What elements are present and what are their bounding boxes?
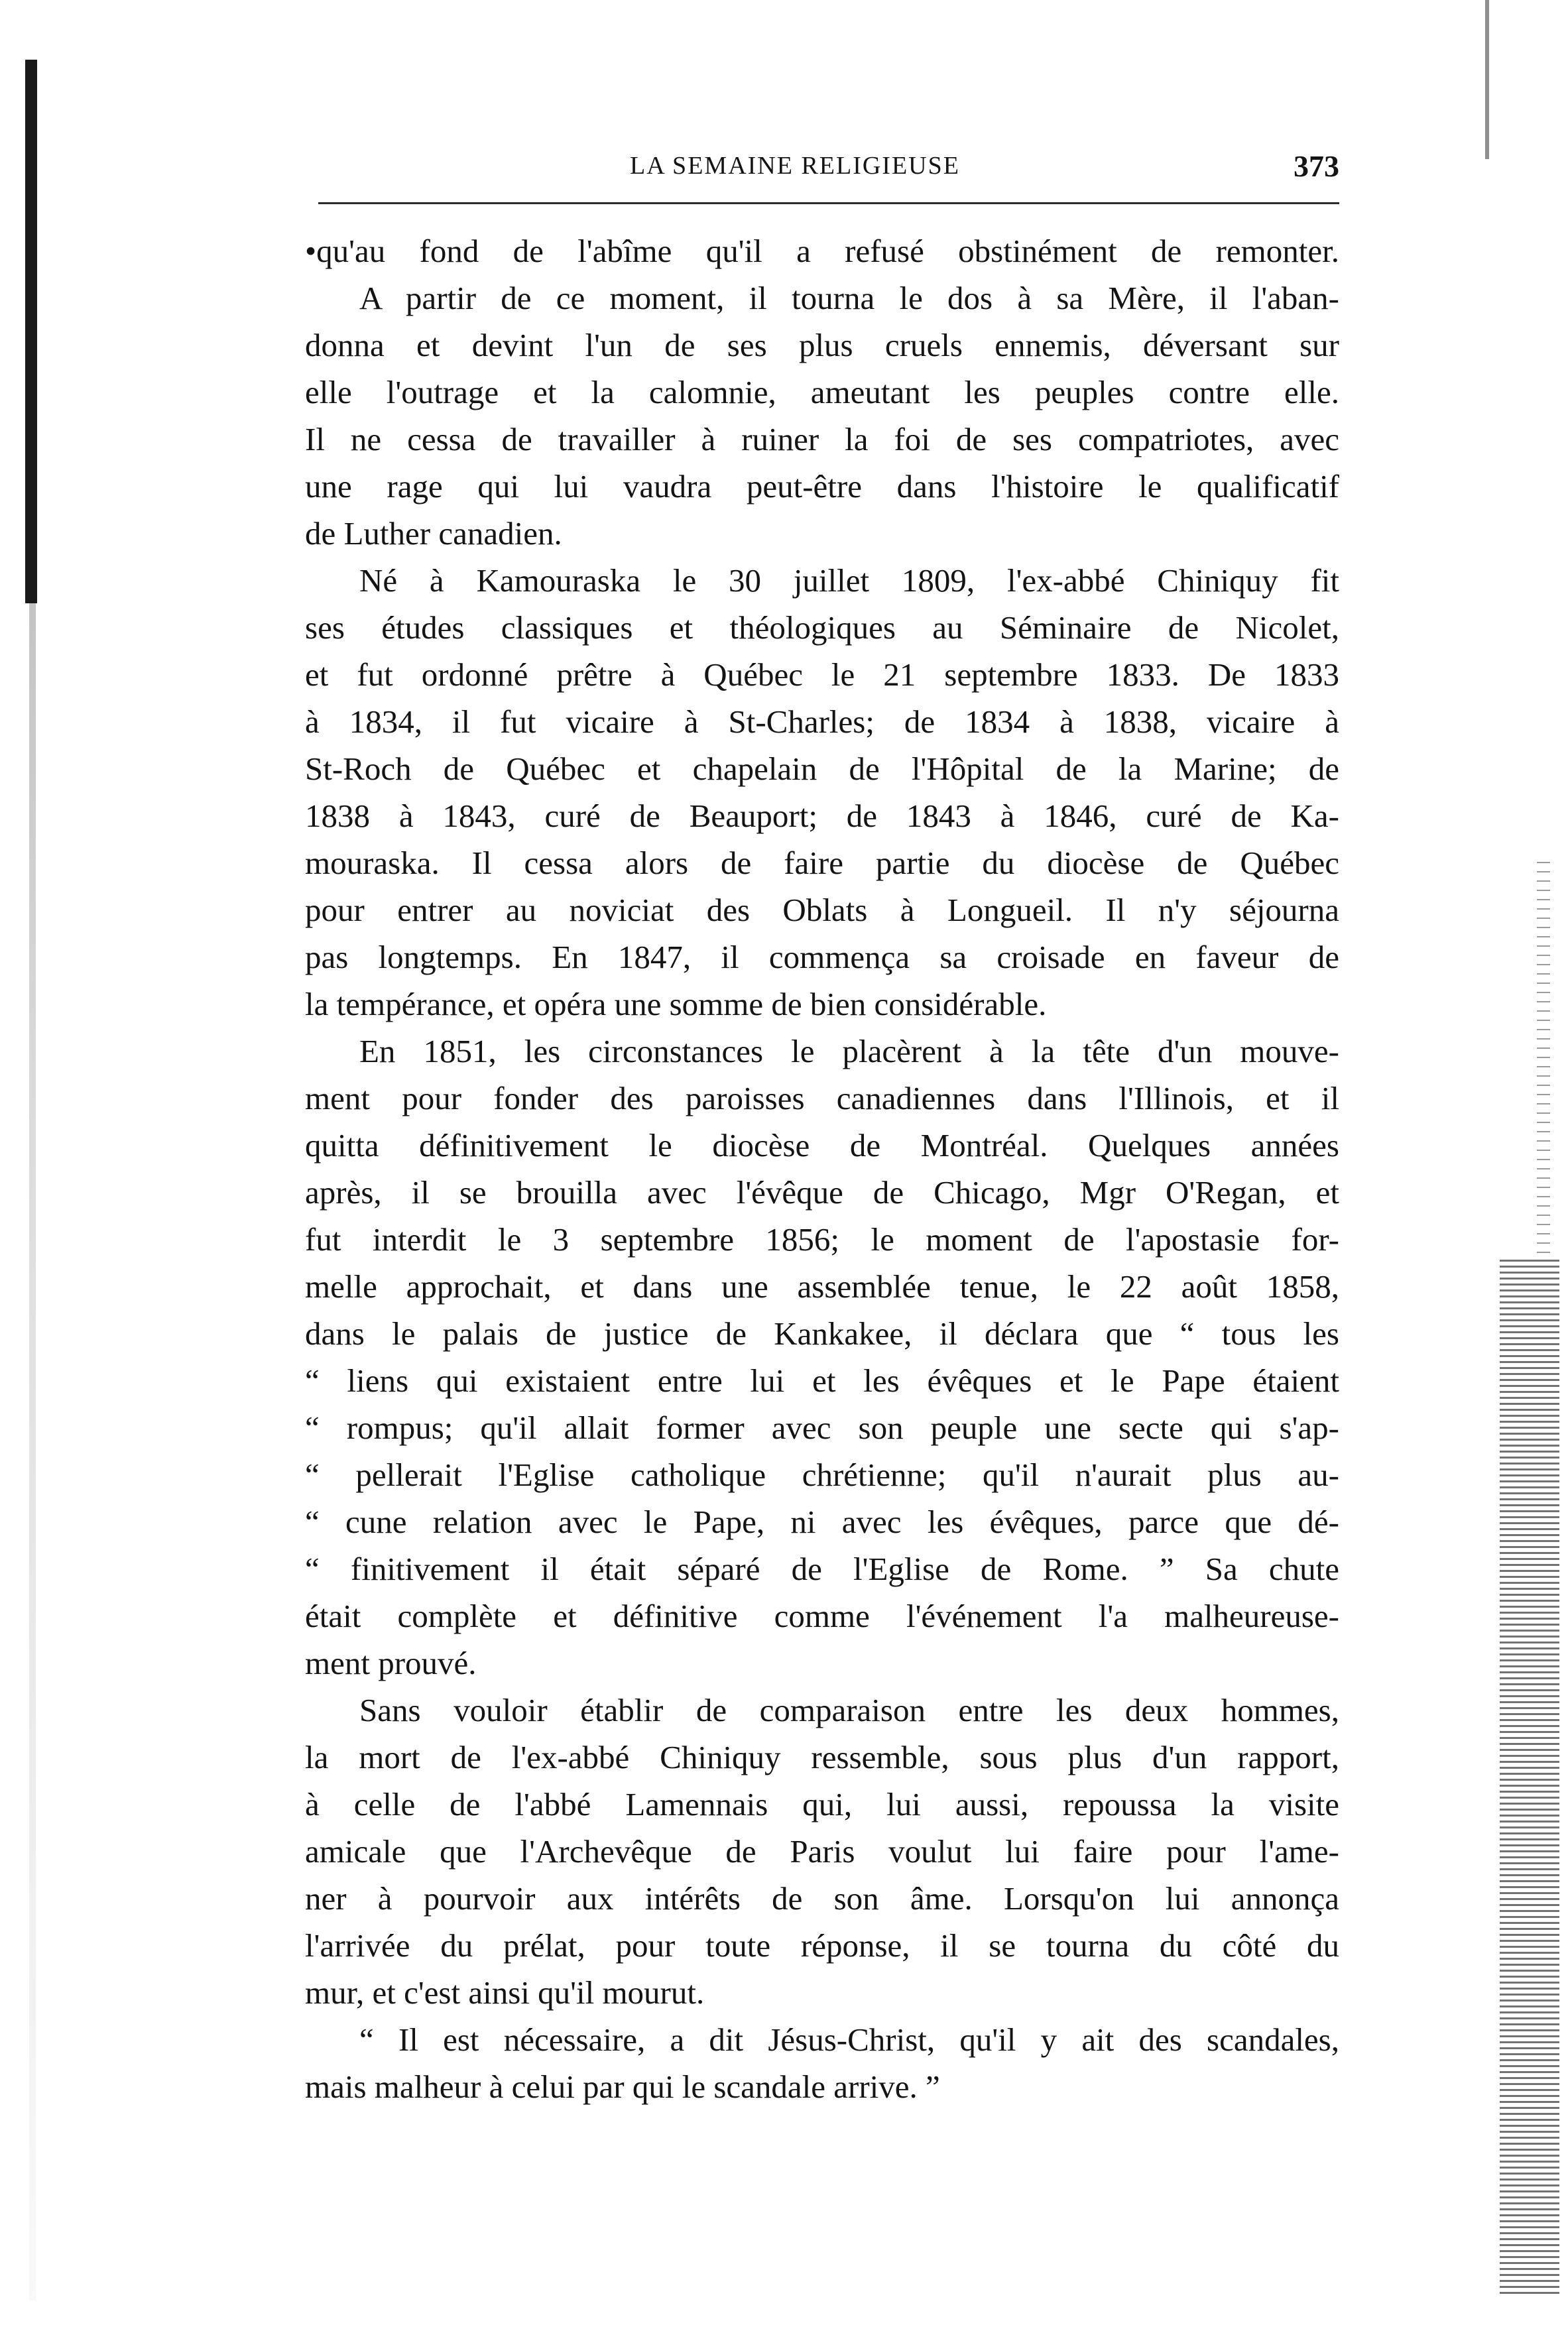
text-line: de Luther canadien. bbox=[305, 515, 562, 552]
page-header bbox=[318, 151, 1339, 191]
text-line: melle approchait, et dans une assemblée tenue, le 22 août 1858, bbox=[305, 1268, 1339, 1305]
text-line: “ Il est nécessaire, a dit Jésus-Christ, qu'il y ait des scandales, bbox=[359, 2021, 1339, 2058]
text-line: quitta définitivement le diocèse de Montréal. Quelques années bbox=[305, 1127, 1339, 1164]
text-line: Il ne cessa de travailler à ruiner la foi de ses compatriotes, avec bbox=[305, 421, 1339, 457]
text-line: la tempérance, et opéra une somme de bien considérable. bbox=[305, 986, 1047, 1022]
text-line: “ pellerait l'Eglise catholique chrétienne; qu'il n'aurait plus au- bbox=[305, 1457, 1339, 1493]
text-line: “ cune relation avec le Pape, ni avec les évêques, parce que dé- bbox=[305, 1504, 1339, 1540]
text-line: pas longtemps. En 1847, il commença sa croisade en faveur de bbox=[305, 939, 1339, 975]
text-line: et fut ordonné prêtre à Québec le 21 septembre 1833. De 1833 bbox=[305, 656, 1339, 693]
text-line: était complète et définitive comme l'événement l'a malheureuse- bbox=[305, 1598, 1339, 1634]
page-number: 373 bbox=[1294, 149, 1339, 183]
text-line: “ liens qui existaient entre lui et les évêques et le Pape étaient bbox=[305, 1362, 1339, 1399]
text-line: “ finitivement il était séparé de l'Eglise de Rome. ” Sa chute bbox=[305, 1551, 1339, 1587]
text-line: pour entrer au noviciat des Oblats à Longueil. Il n'y séjourna bbox=[305, 892, 1339, 928]
text-line: 1838 à 1843, curé de Beauport; de 1843 à 1846, curé de Ka- bbox=[305, 798, 1339, 834]
text-line: la mort de l'ex-abbé Chiniquy ressemble, sous plus d'un rapport, bbox=[305, 1739, 1339, 1775]
text-line: à 1834, il fut vicaire à St-Charles; de 1834 à 1838, vicaire à bbox=[305, 703, 1339, 740]
text-line: une rage qui lui vaudra peut-être dans l'histoire le qualificatif bbox=[305, 468, 1339, 505]
body-text bbox=[305, 227, 1339, 2110]
text-line: ner à pourvoir aux intérêts de son âme. Lorsqu'on lui annonça bbox=[305, 1880, 1339, 1917]
page-binding-shadow-lower bbox=[29, 603, 36, 2300]
text-line: ses études classiques et théologiques au Séminaire de Nicolet, bbox=[305, 609, 1339, 646]
text-line: fut interdit le 3 septembre 1856; le moment de l'apostasie for- bbox=[305, 1221, 1339, 1258]
text-line: donna et devint l'un de ses plus cruels ennemis, déversant sur bbox=[305, 327, 1339, 363]
page-binding-shadow bbox=[25, 60, 37, 603]
text-line: dans le palais de justice de Kankakee, il déclara que “ tous les bbox=[305, 1315, 1339, 1352]
page-edge-scan-noise bbox=[1500, 1260, 1559, 2294]
text-line: ment pour fonder des paroisses canadiennes dans l'Illinois, et il bbox=[305, 1080, 1339, 1116]
page-edge-mark-middle bbox=[1537, 862, 1550, 1260]
text-line: En 1851, les circonstances le placèrent à la tête d'un mouve- bbox=[359, 1033, 1339, 1069]
text-line: mais malheur à celui par qui le scandale arrive. ” bbox=[305, 2068, 940, 2105]
text-line: mur, et c'est ainsi qu'il mourut. bbox=[305, 1974, 705, 2011]
text-line: elle l'outrage et la calomnie, ameutant les peuples contre elle. bbox=[305, 374, 1339, 410]
text-line: ment prouvé. bbox=[305, 1645, 477, 1681]
text-line: à celle de l'abbé Lamennais qui, lui aussi, repoussa la visite bbox=[305, 1786, 1339, 1822]
text-line: St-Roch de Québec et chapelain de l'Hôpital de la Marine; de bbox=[305, 750, 1339, 787]
text-line: amicale que l'Archevêque de Paris voulut lui faire pour l'ame- bbox=[305, 1833, 1339, 1870]
text-line: A partir de ce moment, il tourna le dos à sa Mère, il l'aban- bbox=[359, 280, 1339, 316]
text-line: mouraska. Il cessa alors de faire partie du diocèse de Québec bbox=[305, 845, 1339, 881]
header-rule bbox=[318, 202, 1339, 204]
page-edge-mark-top bbox=[1485, 0, 1489, 159]
text-line: Né à Kamouraska le 30 juillet 1809, l'ex-abbé Chiniquy fit bbox=[359, 562, 1339, 599]
text-line: •qu'au fond de l'abîme qu'il a refusé obstinément de remonter. bbox=[305, 233, 1339, 269]
text-line: Sans vouloir établir de comparaison entre les deux hommes, bbox=[359, 1692, 1339, 1728]
running-title: LA SEMAINE RELIGIEUSE bbox=[630, 152, 960, 180]
text-line: après, il se brouilla avec l'évêque de Chicago, Mgr O'Regan, et bbox=[305, 1174, 1339, 1211]
text-line: “ rompus; qu'il allait former avec son peuple une secte qui s'ap- bbox=[305, 1409, 1339, 1446]
text-line: l'arrivée du prélat, pour toute réponse, il se tourna du côté du bbox=[305, 1927, 1339, 1964]
